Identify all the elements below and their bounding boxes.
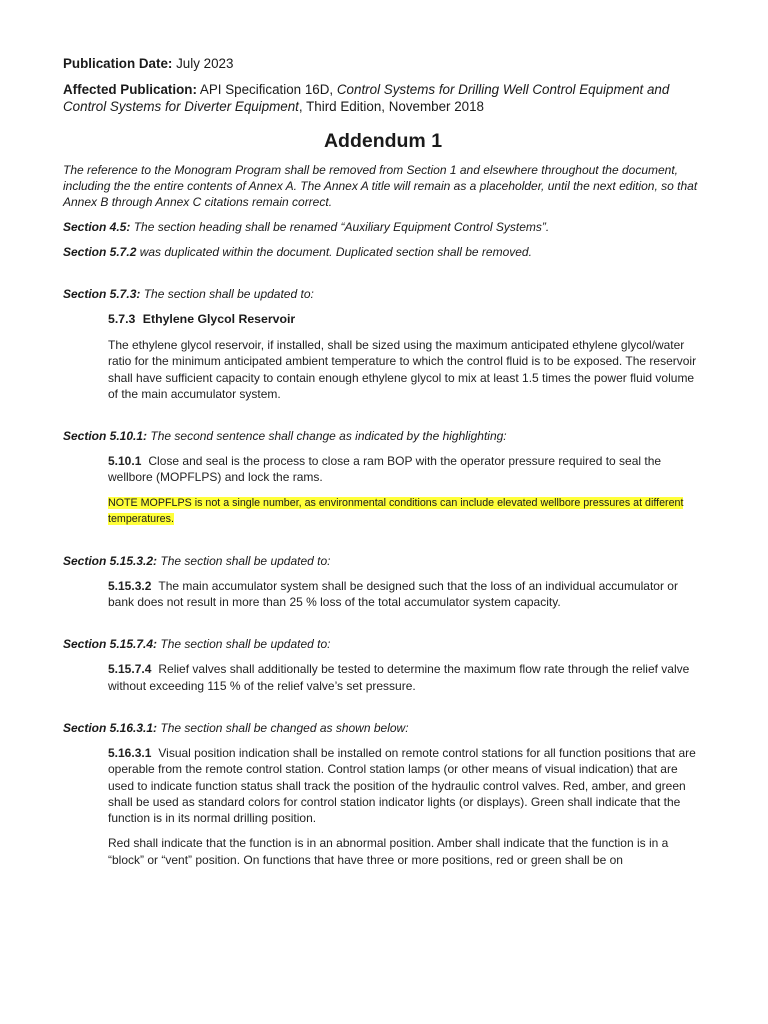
affected-publication [63, 81, 703, 115]
section-5-7-2-note [63, 244, 703, 260]
section-5-16-3-1-text: The section shall be changed as shown below: [157, 720, 409, 735]
section-4-5-text: The section heading shall be renamed “Auxiliary Equipment Control Systems”. [130, 220, 550, 234]
section-5-15-3-2-body-paragraph [108, 578, 703, 611]
section-5-7-2-label: Section 5.7.2 [63, 245, 137, 259]
section-5-16-3-1-content [108, 745, 703, 868]
section-5-15-3-2-body: The main accumulator system shall be designed such that the loss of an individual accumulator or bank does not result in more than 25 % loss of the total accumulator system capacity. [108, 578, 678, 610]
section-5-15-7-4-content [108, 661, 703, 694]
section-5-10-1-number: 5.10.1 [108, 454, 142, 469]
section-5-16-3-1-body-continued: Red shall indicate that the function is in an abnormal position. Amber shall indicate that the function is in a “block” or “vent” position. On functions that have three or more positions, red or green shall be on [108, 836, 669, 867]
section-5-15-3-2-label: Section 5.15.3.2: [63, 553, 158, 568]
section-5-15-3-2-number: 5.15.3.2 [108, 578, 152, 593]
section-5-15-7-4-body-paragraph [108, 661, 703, 694]
affected-publication-label: Affected Publication: [63, 82, 197, 97]
section-5-10-1-text: The second sentence shall change as indicated by the highlighting: [147, 429, 507, 444]
section-4-5-note [63, 219, 703, 235]
intro-paragraph: The reference to the Monogram Program shall be removed from Section 1 and elsewhere throughout the document, including the the entire contents of Annex A. The Annex A title will remain as a placeholder, until the next edition, so that Annex B through Annex C citations remain correct. [63, 163, 698, 209]
section-5-7-3-heading-number: 5.7.3 [108, 312, 136, 326]
highlighted-note-text: NOTE MOPFLPS is not a single number, as environmental conditions can include elevated wellbore pressures at different temperatures. [108, 496, 684, 525]
section-5-10-1-label: Section 5.10.1: [63, 429, 148, 444]
section-5-10-1-highlighted-note [108, 495, 703, 527]
section-5-15-3-2-note [63, 553, 703, 569]
document-page [63, 55, 703, 877]
section-5-16-3-1-label: Section 5.16.3.1: [63, 720, 158, 735]
section-5-15-7-4-text: The section shall be updated to: [157, 637, 331, 652]
section-5-7-3-heading-title: Ethylene Glycol Reservoir [142, 312, 296, 326]
section-5-7-2-text: was duplicated within the document. Duplicated section shall be removed. [136, 245, 532, 259]
section-4-5-label: Section 4.5: [63, 220, 131, 234]
section-5-16-3-1-note [63, 720, 703, 736]
section-5-10-1-note [63, 428, 703, 444]
section-5-16-3-1-number: 5.16.3.1 [108, 745, 152, 760]
section-5-15-7-4-note [63, 636, 703, 652]
section-5-7-3-text: The section shall be updated to: [140, 287, 314, 301]
section-5-15-7-4-label: Section 5.15.7.4: [63, 637, 158, 652]
affected-publication-title: Control Systems for Drilling Well Control Equipment and Control Systems for Diverter Equipment [63, 82, 670, 114]
section-5-16-3-1-body-paragraph [108, 745, 703, 826]
section-5-7-3-content [108, 311, 703, 402]
section-5-15-7-4-body: Relief valves shall additionally be tested to determine the maximum flow rate through the relief valve without exceeding 115 % of the relief valve’s set pressure. [108, 662, 690, 693]
section-5-7-3-label: Section 5.7.3: [63, 287, 141, 301]
affected-publication-prefix: API Specification 16D, [199, 82, 334, 97]
section-5-15-3-2-text: The section shall be updated to: [157, 553, 331, 568]
publication-date-label: Publication Date: [63, 56, 173, 71]
section-5-7-3-note [63, 286, 703, 302]
section-5-15-3-2-content [108, 578, 703, 611]
affected-publication-suffix: , Third Edition, November 2018 [298, 99, 484, 114]
section-5-16-3-1-body: Visual position indication shall be installed on remote control stations for all function positions that are operable from the remote control station. Control station lamps (or other means of visual indication) that are used to indicate function status shall track the position of the hydraulic control valves. Red, amber, and green shall be used as standard colors for control station indicator lights (or displays). Green shall indicate that the function is in its normal drilling position. [108, 745, 696, 826]
section-5-10-1-content [108, 453, 703, 527]
section-5-10-1-body: Close and seal is the process to close a ram BOP with the operator pressure required to seal the wellbore (MOPFLPS) and lock the rams. [108, 454, 662, 485]
section-5-7-3-body: The ethylene glycol reservoir, if installed, shall be sized using the maximum anticipated ethylene glycol/water ratio for the minimum anticipated ambient temperature to which the control fluid is to be exposed. The reservoir shall have sufficient capacity to contain enough ethylene glycol to mix at least 1.5 times the power fluid volume of the main accumulator system. [108, 338, 697, 401]
section-5-7-3-heading [108, 311, 703, 327]
section-5-10-1-body-paragraph [108, 453, 703, 486]
document-title: Addendum 1 [323, 130, 443, 152]
publication-date [63, 55, 703, 72]
section-5-15-7-4-number: 5.15.7.4 [108, 662, 152, 677]
publication-date-value: July 2023 [176, 56, 234, 71]
